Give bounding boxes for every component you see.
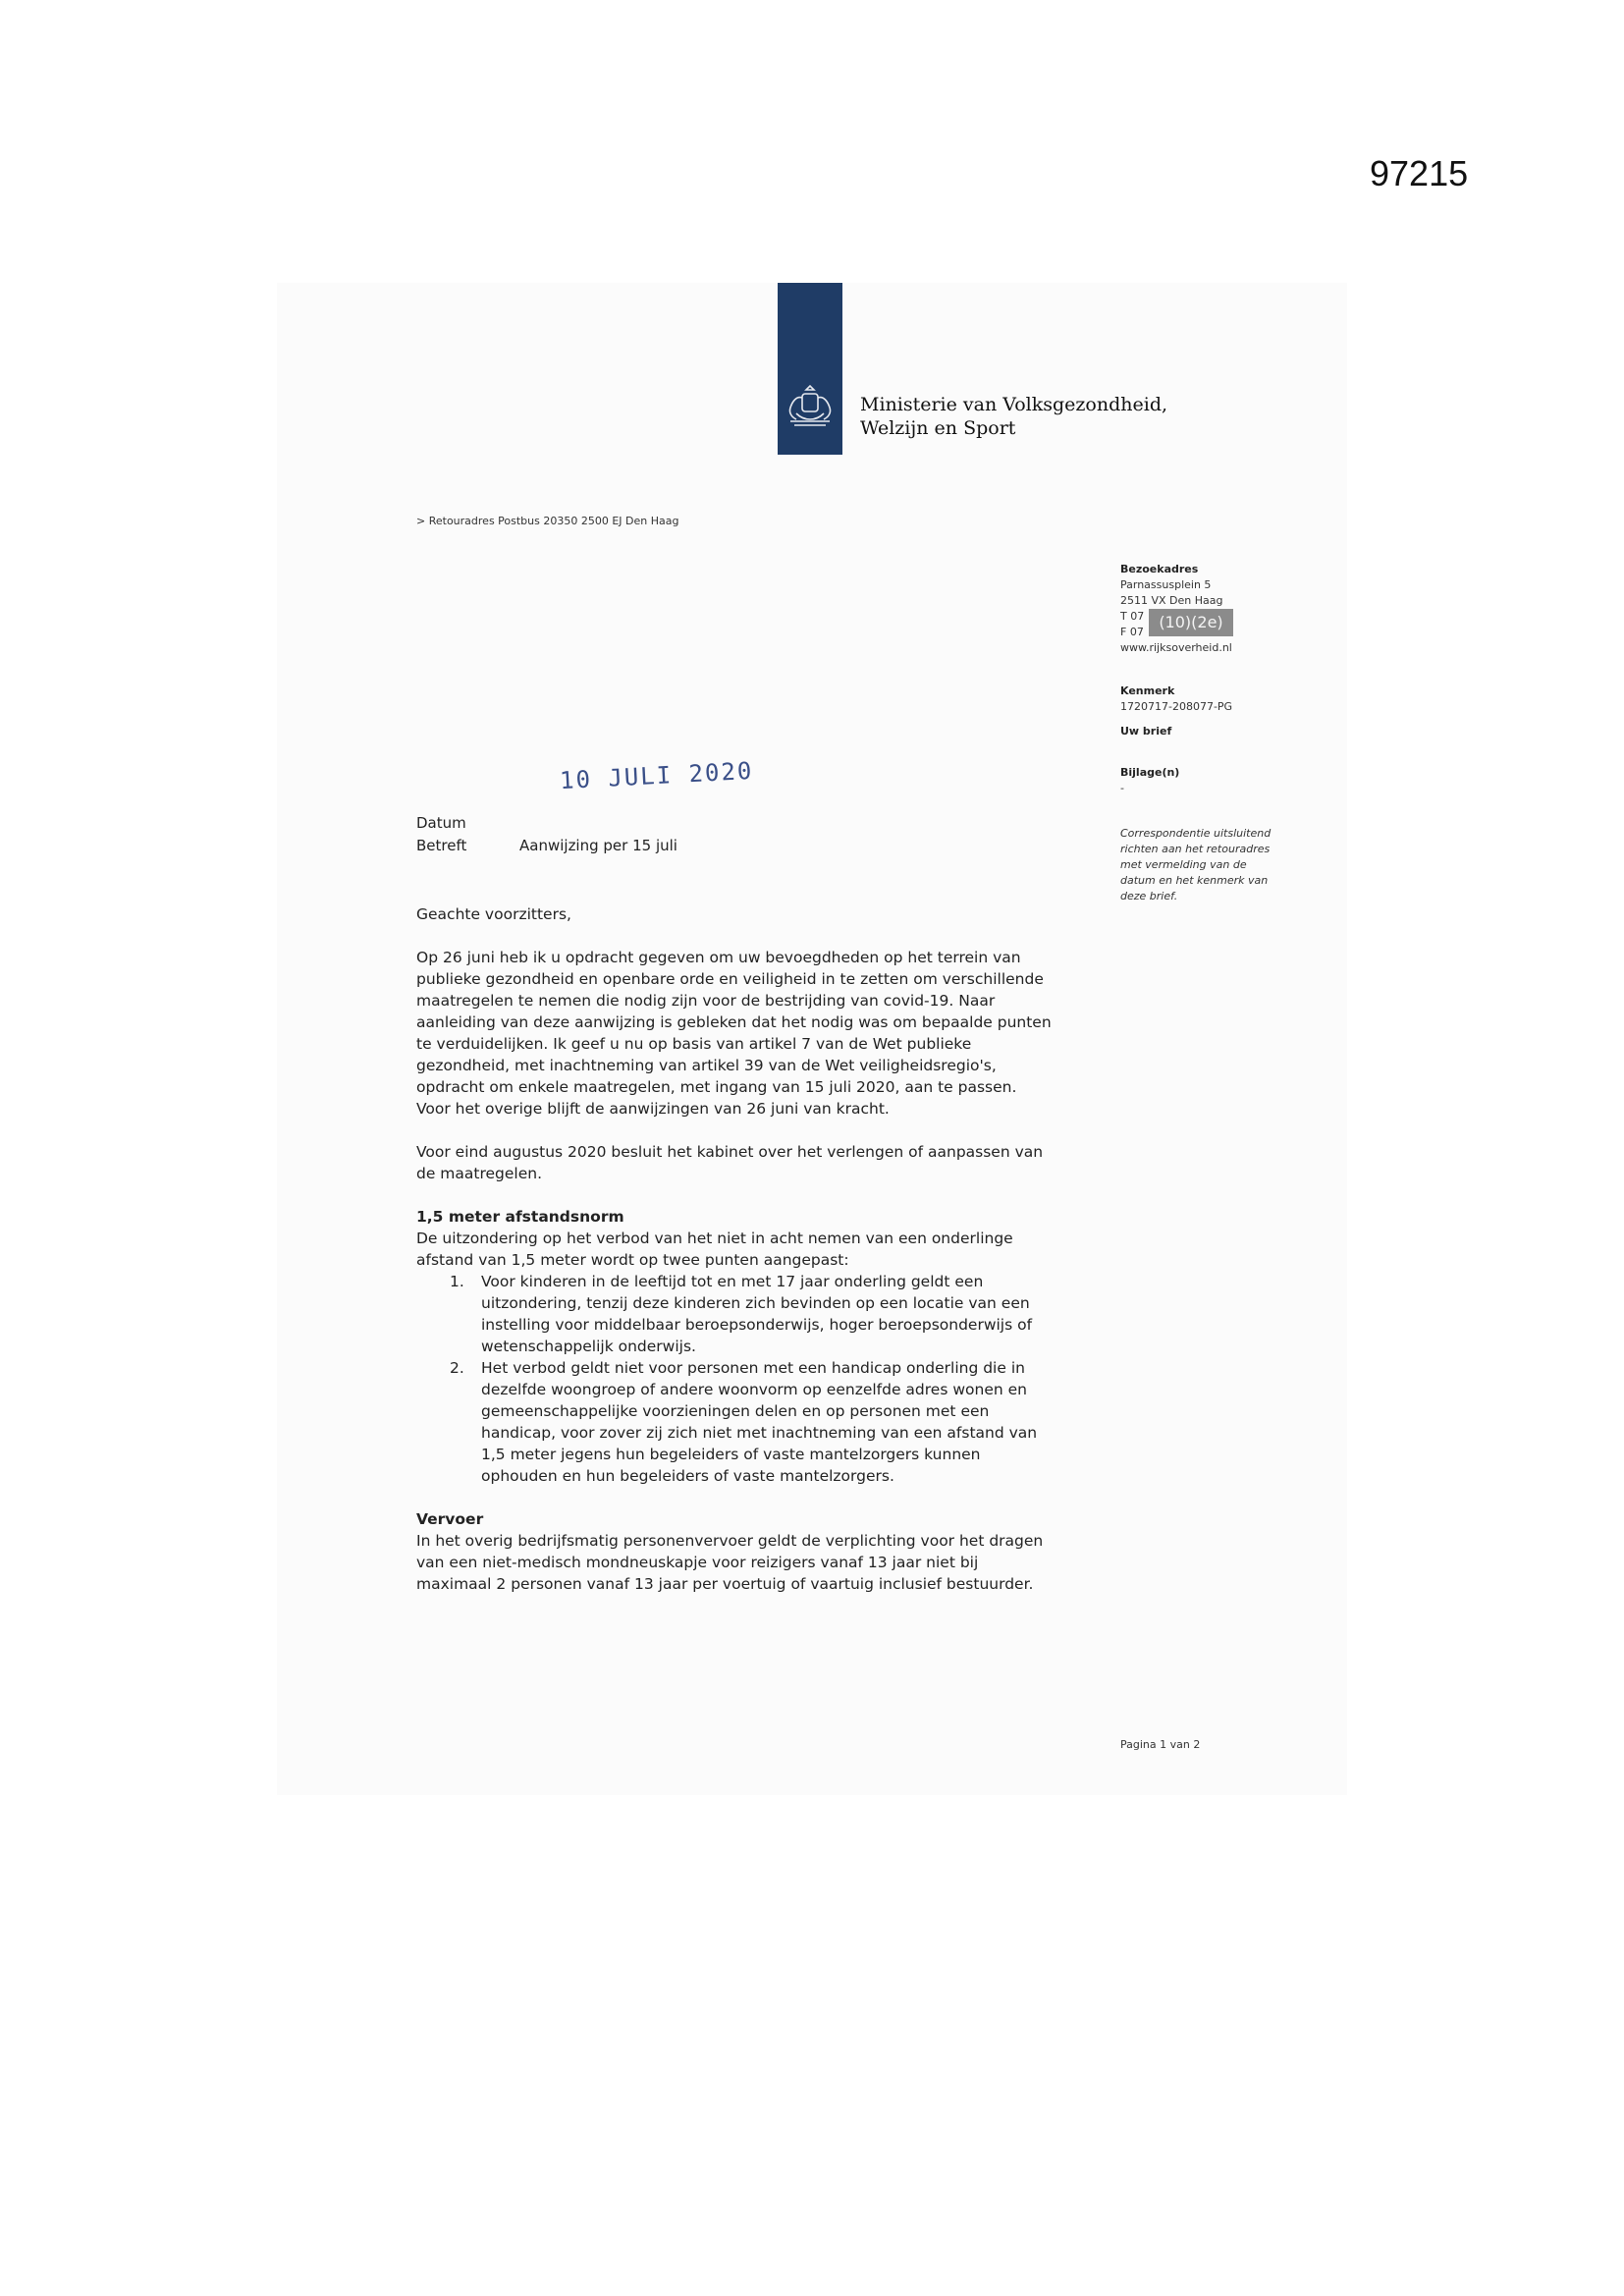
paragraph-2 <box>416 1141 1104 1184</box>
coat-of-arms-icon <box>783 384 838 431</box>
text-line: Voor kinderen in de leeftijd tot en met 17 jaar onderling geldt een <box>481 1273 984 1290</box>
reference-value: 1720717-208077-PG <box>1120 700 1233 713</box>
list-item <box>416 1271 1104 1357</box>
subject-row <box>416 837 677 854</box>
text-line: de maatregelen. <box>416 1165 543 1182</box>
text-line: opdracht om enkele maatregelen, met ingang van 15 juli 2020, aan te passen. <box>416 1078 1017 1096</box>
attachments-heading: Bijlage(n) <box>1120 766 1180 779</box>
list-item <box>416 1357 1104 1487</box>
visit-address-line: 2511 VX Den Haag <box>1120 594 1223 607</box>
text-line: maximaal 2 personen vanaf 13 jaar per voertuig of vaartuig inclusief bestuurder. <box>416 1575 1034 1593</box>
text-line: ophouden en hun begeleiders of vaste mantelzorgers. <box>481 1467 894 1485</box>
note-line: richten aan het retouradres <box>1120 843 1271 855</box>
text-line: gemeenschappelijke voorzieningen delen en op personen met een <box>481 1402 990 1420</box>
visit-address-line: F 07 <box>1120 626 1144 638</box>
ministry-name-line1: Ministerie van Volksgezondheid, <box>860 394 1168 415</box>
text-line: dezelfde woongroep of andere woonvorm op eenzelfde adres wonen en <box>481 1381 1027 1398</box>
correspondence-note <box>1120 826 1271 904</box>
attachments-value: - <box>1120 782 1124 794</box>
ministry-logo <box>778 283 842 455</box>
page-number: Pagina 1 van 2 <box>1120 1738 1201 1751</box>
note-line: deze brief. <box>1120 890 1178 902</box>
text-line: 1,5 meter jegens hun begeleiders of vaste mantelzorgers kunnen <box>481 1446 981 1463</box>
visit-address-line: T 07 <box>1120 610 1145 623</box>
redaction-box: (10)(2e) <box>1149 609 1233 636</box>
text-line: afstand van 1,5 meter wordt op twee punten aangepast: <box>416 1251 849 1269</box>
section-intro <box>416 1228 1104 1271</box>
subject-value: Aanwijzing per 15 juli <box>519 837 677 854</box>
text-line: van een niet-medisch mondneuskapje voor reizigers vanaf 13 jaar niet bij <box>416 1554 979 1571</box>
text-line: Het verbod geldt niet voor personen met een handicap onderling die in <box>481 1359 1025 1377</box>
note-line: Correspondentie uitsluitend <box>1120 827 1272 840</box>
text-line: aanleiding van deze aanwijzing is gebleken dat het nodig was om bepaalde punten <box>416 1013 1052 1031</box>
salutation: Geachte voorzitters, <box>416 905 571 923</box>
attachments-block <box>1120 765 1179 796</box>
paragraph-1 <box>416 947 1104 1120</box>
your-letter-block <box>1120 724 1171 739</box>
list-number: 1. <box>450 1273 464 1290</box>
section-heading-distance: 1,5 meter afstandsnorm <box>416 1208 624 1226</box>
date-stamp: 10 JULI 2020 <box>559 756 754 795</box>
text-line: Voor eind augustus 2020 besluit het kabinet over het verlengen of aanpassen van <box>416 1143 1044 1161</box>
visit-address-heading: Bezoekadres <box>1120 563 1199 575</box>
date-label: Datum <box>416 814 466 832</box>
note-line: datum en het kenmerk van <box>1120 874 1269 887</box>
reference-heading: Kenmerk <box>1120 684 1175 697</box>
document-number: 97215 <box>1370 153 1469 193</box>
exception-list <box>416 1271 1104 1487</box>
transport-paragraph <box>416 1530 1104 1595</box>
text-line: wetenschappelijk onderwijs. <box>481 1338 696 1355</box>
text-line: Voor het overige blijft de aanwijzingen van 26 juni van kracht. <box>416 1100 890 1118</box>
list-number: 2. <box>450 1359 464 1377</box>
visit-address-line: www.rijksoverheid.nl <box>1120 641 1232 654</box>
text-line: gezondheid, met inachtneming van artikel 39 van de Wet veiligheidsregio's, <box>416 1057 997 1074</box>
visit-address-line: Parnassusplein 5 <box>1120 578 1212 591</box>
your-letter-heading: Uw brief <box>1120 725 1172 738</box>
return-address: > Retouradres Postbus 20350 2500 EJ Den Haag <box>416 515 679 527</box>
ministry-name <box>860 393 1167 440</box>
text-line: De uitzondering op het verbod van het niet in acht nemen van een onderlinge <box>416 1230 1013 1247</box>
note-line: met vermelding van de <box>1120 858 1247 871</box>
date-row <box>416 814 519 832</box>
text-line: te verduidelijken. Ik geef u nu op basis van artikel 7 van de Wet publieke <box>416 1035 972 1053</box>
letter-body <box>416 903 1104 1595</box>
ministry-name-line2: Welzijn en Sport <box>860 417 1016 439</box>
text-line: maatregelen te nemen die nodig zijn voor de bestrijding van covid-19. Naar <box>416 992 996 1010</box>
text-line: Op 26 juni heb ik u opdracht gegeven om uw bevoegdheden op het terrein van <box>416 949 1021 966</box>
text-line: handicap, voor zover zij zich niet met inachtneming van een afstand van <box>481 1424 1038 1442</box>
text-line: instelling voor middelbaar beroepsonderwijs, hoger beroepsonderwijs of <box>481 1316 1033 1334</box>
reference-block <box>1120 683 1232 715</box>
text-line: In het overig bedrijfsmatig personenvervoer geldt de verplichting voor het dragen <box>416 1532 1044 1550</box>
subject-label: Betreft <box>416 837 467 854</box>
text-line: uitzondering, tenzij deze kinderen zich bevinden op een locatie van een <box>481 1294 1030 1312</box>
section-heading-transport: Vervoer <box>416 1510 484 1528</box>
text-line: publieke gezondheid en openbare orde en veiligheid in te zetten om verschillende <box>416 970 1044 988</box>
